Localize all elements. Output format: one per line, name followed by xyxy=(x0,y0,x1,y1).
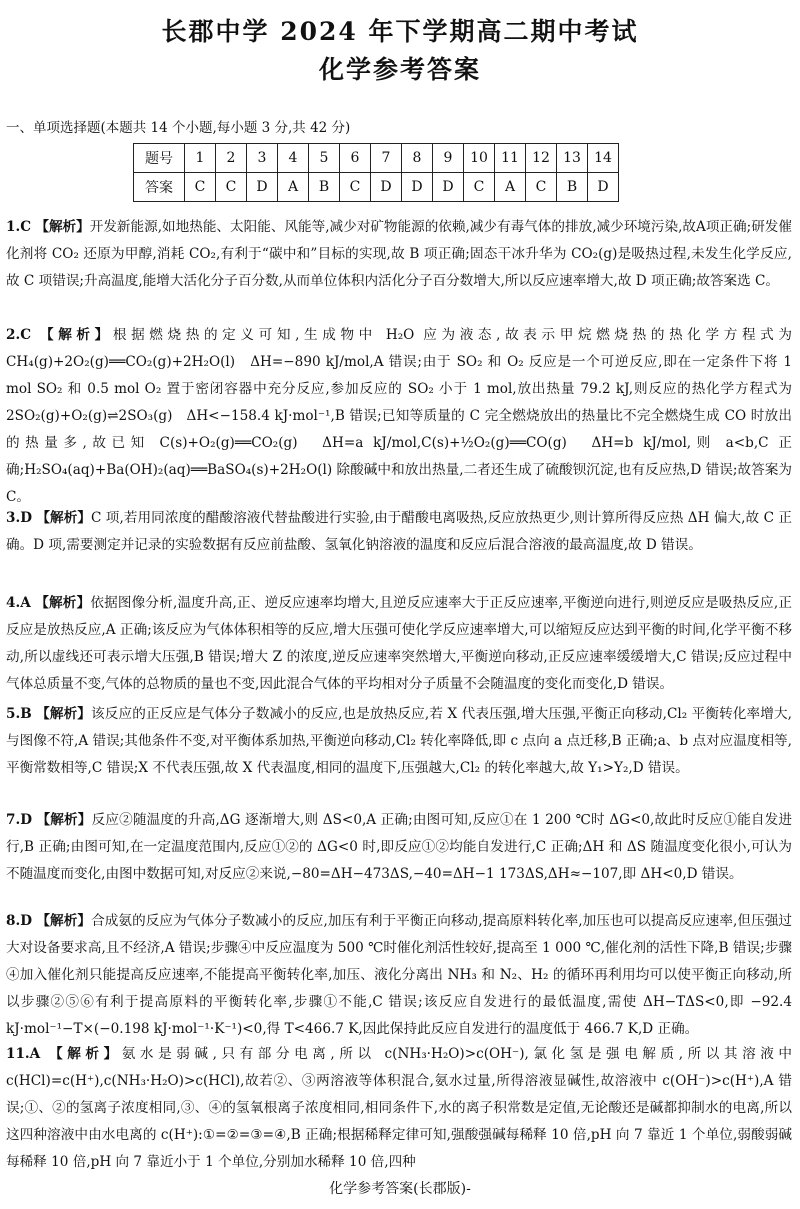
answer-table xyxy=(133,143,619,202)
question-number-cell: 2 xyxy=(216,144,247,173)
question-number-cell: 3 xyxy=(247,144,278,173)
table-row-numbers xyxy=(134,144,619,173)
section-heading: 一、单项选择题(本题共 14 个小题,每小题 3 分,共 42 分) xyxy=(6,120,351,136)
answer-cell: B xyxy=(557,173,588,202)
question-number-cell: 7 xyxy=(371,144,402,173)
answer-cell: D xyxy=(371,173,402,202)
question-number-cell: 13 xyxy=(557,144,588,173)
question-number-cell: 5 xyxy=(309,144,340,173)
answer-cell: C xyxy=(216,173,247,202)
page-subtitle: 化学参考答案 xyxy=(318,55,481,84)
table-row-label: 答案 xyxy=(134,173,185,202)
page-footer: 化学参考答案(长郡版)- xyxy=(329,1181,471,1197)
solution-item: 4.A 【解析】依据图像分析,温度升高,正、逆反应速率均增大,且逆反应速率大于正反应速率,平衡逆向进行,则逆反应是吸热反应,正反应是放热反应,A 正确;该反应为气体体积相等的反应,增大压强可使化学反应速率增大,可以缩短反应达到平衡的时间,化学平衡不移动,所以虚线还可表示增大压强,B 错误;增大 Z 的浓度,逆反应速率突然增大,平衡逆向移动,正反应速率缓缓增大,C 错误;反应过程中气体总质量不变,气体的总物质的量也不变,因此混合气体的平均相对分子质量不会随温度的变化而变化,D 错误。 xyxy=(6,595,792,692)
solution-item: 8.D 【解析】合成氨的反应为气体分子数减小的反应,加压有利于平衡正向移动,提高原料转化率,加压也可以提高反应速率,但压强过大对设备要求高,且不经济,A 错误;步骤④中反应温度为 500 ℃时催化剂活性较好,提高至 1 000 ℃,催化剂的活性下降,B 错误;步骤④加入催化剂只能提高反应速率,不能提高平衡转化率,加压、液化分离出 NH₃ 和 N₂、H₂ 的循环再利用均可以使平衡正向移动,所以步骤②⑤⑥有利于提高原料的平衡转化率,步骤①不能,C 错误;该反应自发进行的最低温度,需使 ΔH−TΔS<0,即 −92.4 kJ·mol⁻¹−T×(−0.198 kJ·mol⁻¹·K⁻¹)<0,得 T<466.7 K,因此保持此反应自发进行的温度低于 466.7 K,D 正确。 xyxy=(6,913,793,1037)
question-number-cell: 4 xyxy=(278,144,309,173)
question-number-cell: 11 xyxy=(495,144,526,173)
solution-item: 5.B 【解析】该反应的正反应是气体分子数减小的反应,也是放热反应,若 X 代表压强,增大压强,平衡正向移动,Cl₂ 平衡转化率增大,与图像不符,A 错误;其他条件不变,对平衡体系加热,平衡逆向移动,Cl₂ 转化率降低,即 c 点向 a 点迁移,B 正确;a、b 点对应温度相等,平衡常数相等,C 错误;X 不代表压强,故 X 代表温度,相同的温度下,压强越大,Cl₂ 的转化率越大,故 Y₁>Y₂,D 错误。 xyxy=(6,706,793,776)
answer-cell: D xyxy=(247,173,278,202)
answer-cell: C xyxy=(340,173,371,202)
answer-cell: B xyxy=(309,173,340,202)
solution-item: 7.D 【解析】反应②随温度的升高,ΔG 逐渐增大,则 ΔS<0,A 正确;由图可知,反应①在 1 200 ℃时 ΔG<0,故此时反应①能自发进行,B 正确;由图可知,在一定温度范围内,反应①②的 ΔG<0 时,即反应①②均能自发进行,C 正确;ΔH 和 ΔS 随温度变化很小,可认为不随温度而变化,由图中数据可知,对反应②来说,−80=ΔH−473ΔS,−40=ΔH−1 173ΔS,ΔH≈−107,即 ΔH<0,D 错误。 xyxy=(6,812,792,882)
question-number-cell: 12 xyxy=(526,144,557,173)
answer-cell: D xyxy=(402,173,433,202)
solution-item: 1.C 【解析】开发新能源,如地热能、太阳能、风能等,减少对矿物能源的依赖,减少有毒气体的排放,减少环境污染,故A项正确;研发催化剂将 CO₂ 还原为甲醇,消耗 CO₂,有利于“碳中和”目标的实现,故 B 项正确;固态干冰升华为 CO₂(g)是吸热过程,未发生化学反应,故 C 项错误;升高温度,能增大活化分子百分数,从而单位体积内活化分子百分数增大,所以反应速率增大,故 D 项正确;故答案选 C。 xyxy=(6,219,792,289)
solution-item: 2.C 【解析】根据燃烧热的定义可知,生成物中 H₂O 应为液态,故表示甲烷燃烧热的热化学方程式为 CH₄(g)+2O₂(g)══CO₂(g)+2H₂O(l) ΔH=−890 kJ/mol,A 错误;由于 SO₂ 和 O₂ 反应是一个可逆反应,即在一定条件下将 1 mol SO₂ 和 0.5 mol O₂ 置于密闭容器中充分反应,参加反应的 SO₂ 小于 1 mol,放出热量 79.2 kJ,则反应的热化学方程式为 2SO₂(g)+O₂(g)⇌2SO₃(g) ΔH<−158.4 kJ·mol⁻¹,B 错误;已知等质量的 C 完全燃烧放出的热量比不完全燃烧生成 CO 时放出的热量多,故已知 C(s)+O₂(g)══CO₂(g) ΔH=a kJ/mol,C(s)+½O₂(g)══CO(g) ΔH=b kJ/mol,则 a<b,C 正确;H₂SO₄(aq)+Ba(OH)₂(aq)══BaSO₄(s)+2H₂O(l) 除酸碱中和放出热量,二者还生成了硫酸钡沉淀,也有反应热,D 错误;故答案为 C。 xyxy=(6,327,792,505)
question-number-cell: 1 xyxy=(185,144,216,173)
question-number-cell: 14 xyxy=(588,144,619,173)
question-number-cell: 8 xyxy=(402,144,433,173)
answer-cell: A xyxy=(278,173,309,202)
page-title: 长郡中学 2024 年下学期高二期中考试 xyxy=(161,17,639,46)
solution-item: 3.D 【解析】C 项,若用同浓度的醋酸溶液代替盐酸进行实验,由于醋酸电离吸热,反应放热更少,则计算所得反应热 ΔH 偏大,故 C 正确。D 项,需要测定并记录的实验数据有反应前盐酸、氢氧化钠溶液的温度和反应后混合溶液的最高温度,故 D 错误。 xyxy=(6,510,792,553)
answer-cell: D xyxy=(433,173,464,202)
question-number-cell: 6 xyxy=(340,144,371,173)
table-row-label: 题号 xyxy=(134,144,185,173)
answer-cell: D xyxy=(588,173,619,202)
question-number-cell: 9 xyxy=(433,144,464,173)
solution-item: 11.A 【解析】氨水是弱碱,只有部分电离,所以 c(NH₃·H₂O)>c(OH⁻),氯化氢是强电解质,所以其溶液中 c(HCl)=c(H⁺),c(NH₃·H₂O)>c(HCl),故若②、③两溶液等体积混合,氨水过量,所得溶液显碱性,故溶液中 c(OH⁻)>c(H⁺),A 错误;①、②的氢离子浓度相同,③、④的氢氧根离子浓度相同,相同条件下,水的离子积常数是定值,无论酸还是碱都抑制水的电离,所以这四种溶液中由水电离的 c(H⁺):①=②=③=④,B 正确;根据稀释定律可知,强酸强碱每稀释 10 倍,pH 向 7 靠近 1 个单位,弱酸弱碱每稀释 10 倍,pH 向 7 靠近小于 1 个单位,分别加水稀释 10 倍,四种 xyxy=(6,1046,792,1170)
question-number-cell: 10 xyxy=(464,144,495,173)
table-row-answers xyxy=(134,173,619,202)
answer-cell: A xyxy=(495,173,526,202)
answer-cell: C xyxy=(526,173,557,202)
answer-cell: C xyxy=(464,173,495,202)
answer-cell: C xyxy=(185,173,216,202)
